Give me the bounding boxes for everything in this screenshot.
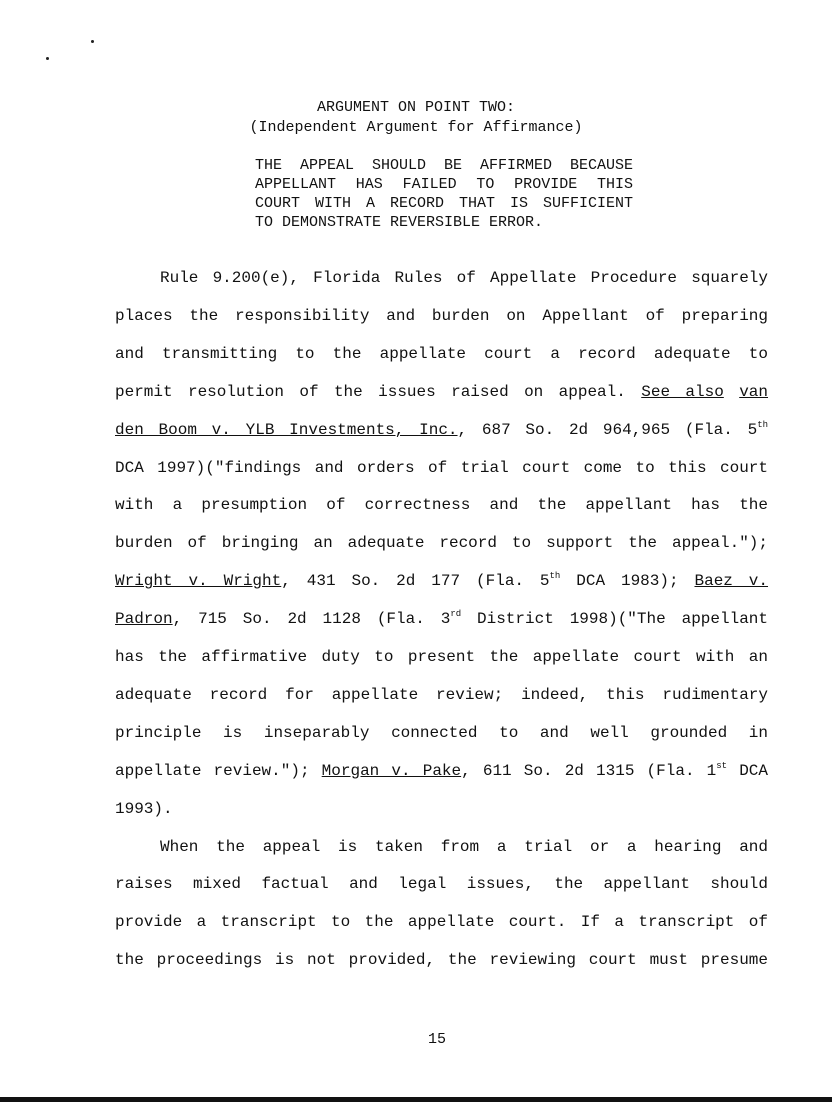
ordinal-suffix: th bbox=[757, 419, 768, 430]
heading-statement-line: APPELLANT HAS FAILED TO PROVIDE THIS bbox=[255, 176, 633, 193]
heading-statement-line: TO DEMONSTRATE REVERSIBLE ERROR. bbox=[255, 214, 544, 231]
text-run: DCA bbox=[727, 761, 768, 780]
text-line bbox=[115, 571, 768, 591]
case-citation: den Boom v. YLB Investments, Inc. bbox=[115, 420, 458, 439]
text-line bbox=[115, 495, 768, 515]
text-run: raises mixed factual and legal issues, the appellant should bbox=[115, 875, 768, 894]
text-line bbox=[115, 761, 768, 781]
text-run: Rule 9.200(e), Florida Rules of Appellate Procedure squarely bbox=[160, 269, 768, 287]
heading-statement-line: THE APPEAL SHOULD BE AFFIRMED BECAUSE bbox=[255, 157, 633, 174]
page-number: 15 bbox=[427, 1031, 446, 1048]
text-run: adequate record for appellate review; indeed, this rudimentary bbox=[115, 685, 768, 704]
text-run: , 611 So. 2d 1315 (Fla. 1 bbox=[461, 761, 717, 780]
ordinal-suffix: st bbox=[716, 760, 728, 771]
text-run: , 431 So. 2d 177 (Fla. 5 bbox=[281, 572, 550, 591]
text-run: principle is inseparably connected to and well grounded in bbox=[115, 723, 768, 742]
case-citation: Morgan v. Pake bbox=[321, 761, 462, 780]
text-run: permit resolution of the issues raised on appeal. bbox=[115, 382, 642, 401]
ordinal-suffix: th bbox=[549, 571, 561, 582]
case-citation: See also bbox=[641, 382, 724, 401]
text-run: with a presumption of correctness and the appellant has the bbox=[115, 496, 768, 515]
case-citation: Wright v. Wright bbox=[115, 572, 282, 591]
text-run bbox=[724, 383, 739, 401]
case-citation: Baez v. bbox=[694, 572, 769, 591]
text-line bbox=[160, 268, 768, 288]
text-run: has the affirmative duty to present the appellate court with an bbox=[115, 648, 768, 666]
text-line bbox=[115, 647, 768, 667]
text-run: When the appeal is taken from a trial or a hearing and bbox=[160, 837, 768, 856]
scan-border bbox=[0, 1097, 832, 1102]
text-run: DCA 1983); bbox=[560, 572, 695, 591]
text-run: places the responsibility and burden on Appellant of preparing bbox=[115, 306, 768, 325]
text-run: burden of bringing an adequate record to support the appeal."); bbox=[115, 534, 768, 553]
text-line bbox=[115, 382, 768, 402]
text-run: appellate review."); bbox=[115, 761, 322, 780]
text-line bbox=[115, 420, 768, 440]
text-line bbox=[115, 533, 768, 553]
text-run: provide a transcript to the appellate court. If a transcript of bbox=[115, 913, 768, 932]
text-run: DCA 1997)("findings and orders of trial court come to this court bbox=[115, 458, 768, 477]
scan-speck bbox=[91, 40, 94, 43]
ordinal-suffix: rd bbox=[450, 609, 462, 620]
text-line bbox=[115, 458, 768, 478]
text-run: , 687 So. 2d 964,965 (Fla. 5 bbox=[457, 420, 758, 439]
text-line bbox=[115, 723, 768, 743]
text-line bbox=[115, 306, 768, 326]
text-run: and transmitting to the appellate court a record adequate to bbox=[115, 344, 768, 363]
heading-statement-line: COURT WITH A RECORD THAT IS SUFFICIENT bbox=[255, 195, 633, 212]
text-run: District 1998)("The appellant bbox=[461, 610, 769, 629]
section-title: ARGUMENT ON POINT TWO: bbox=[316, 99, 516, 116]
text-line bbox=[115, 799, 768, 819]
text-line bbox=[115, 685, 768, 705]
case-citation: Padron bbox=[115, 610, 173, 629]
text-line bbox=[115, 874, 768, 894]
scan-speck bbox=[46, 57, 49, 60]
text-run: 1993). bbox=[115, 799, 173, 818]
case-citation: van bbox=[739, 382, 769, 401]
text-line bbox=[115, 609, 768, 629]
text-run: , 715 So. 2d 1128 (Fla. 3 bbox=[172, 610, 451, 629]
section-subtitle: (Independent Argument for Affirmance) bbox=[249, 119, 583, 136]
text-line bbox=[160, 837, 768, 857]
text-run: the proceedings is not provided, the reviewing court must presume bbox=[115, 951, 768, 970]
text-line bbox=[115, 912, 768, 932]
text-line bbox=[115, 344, 768, 364]
text-line bbox=[115, 950, 768, 970]
